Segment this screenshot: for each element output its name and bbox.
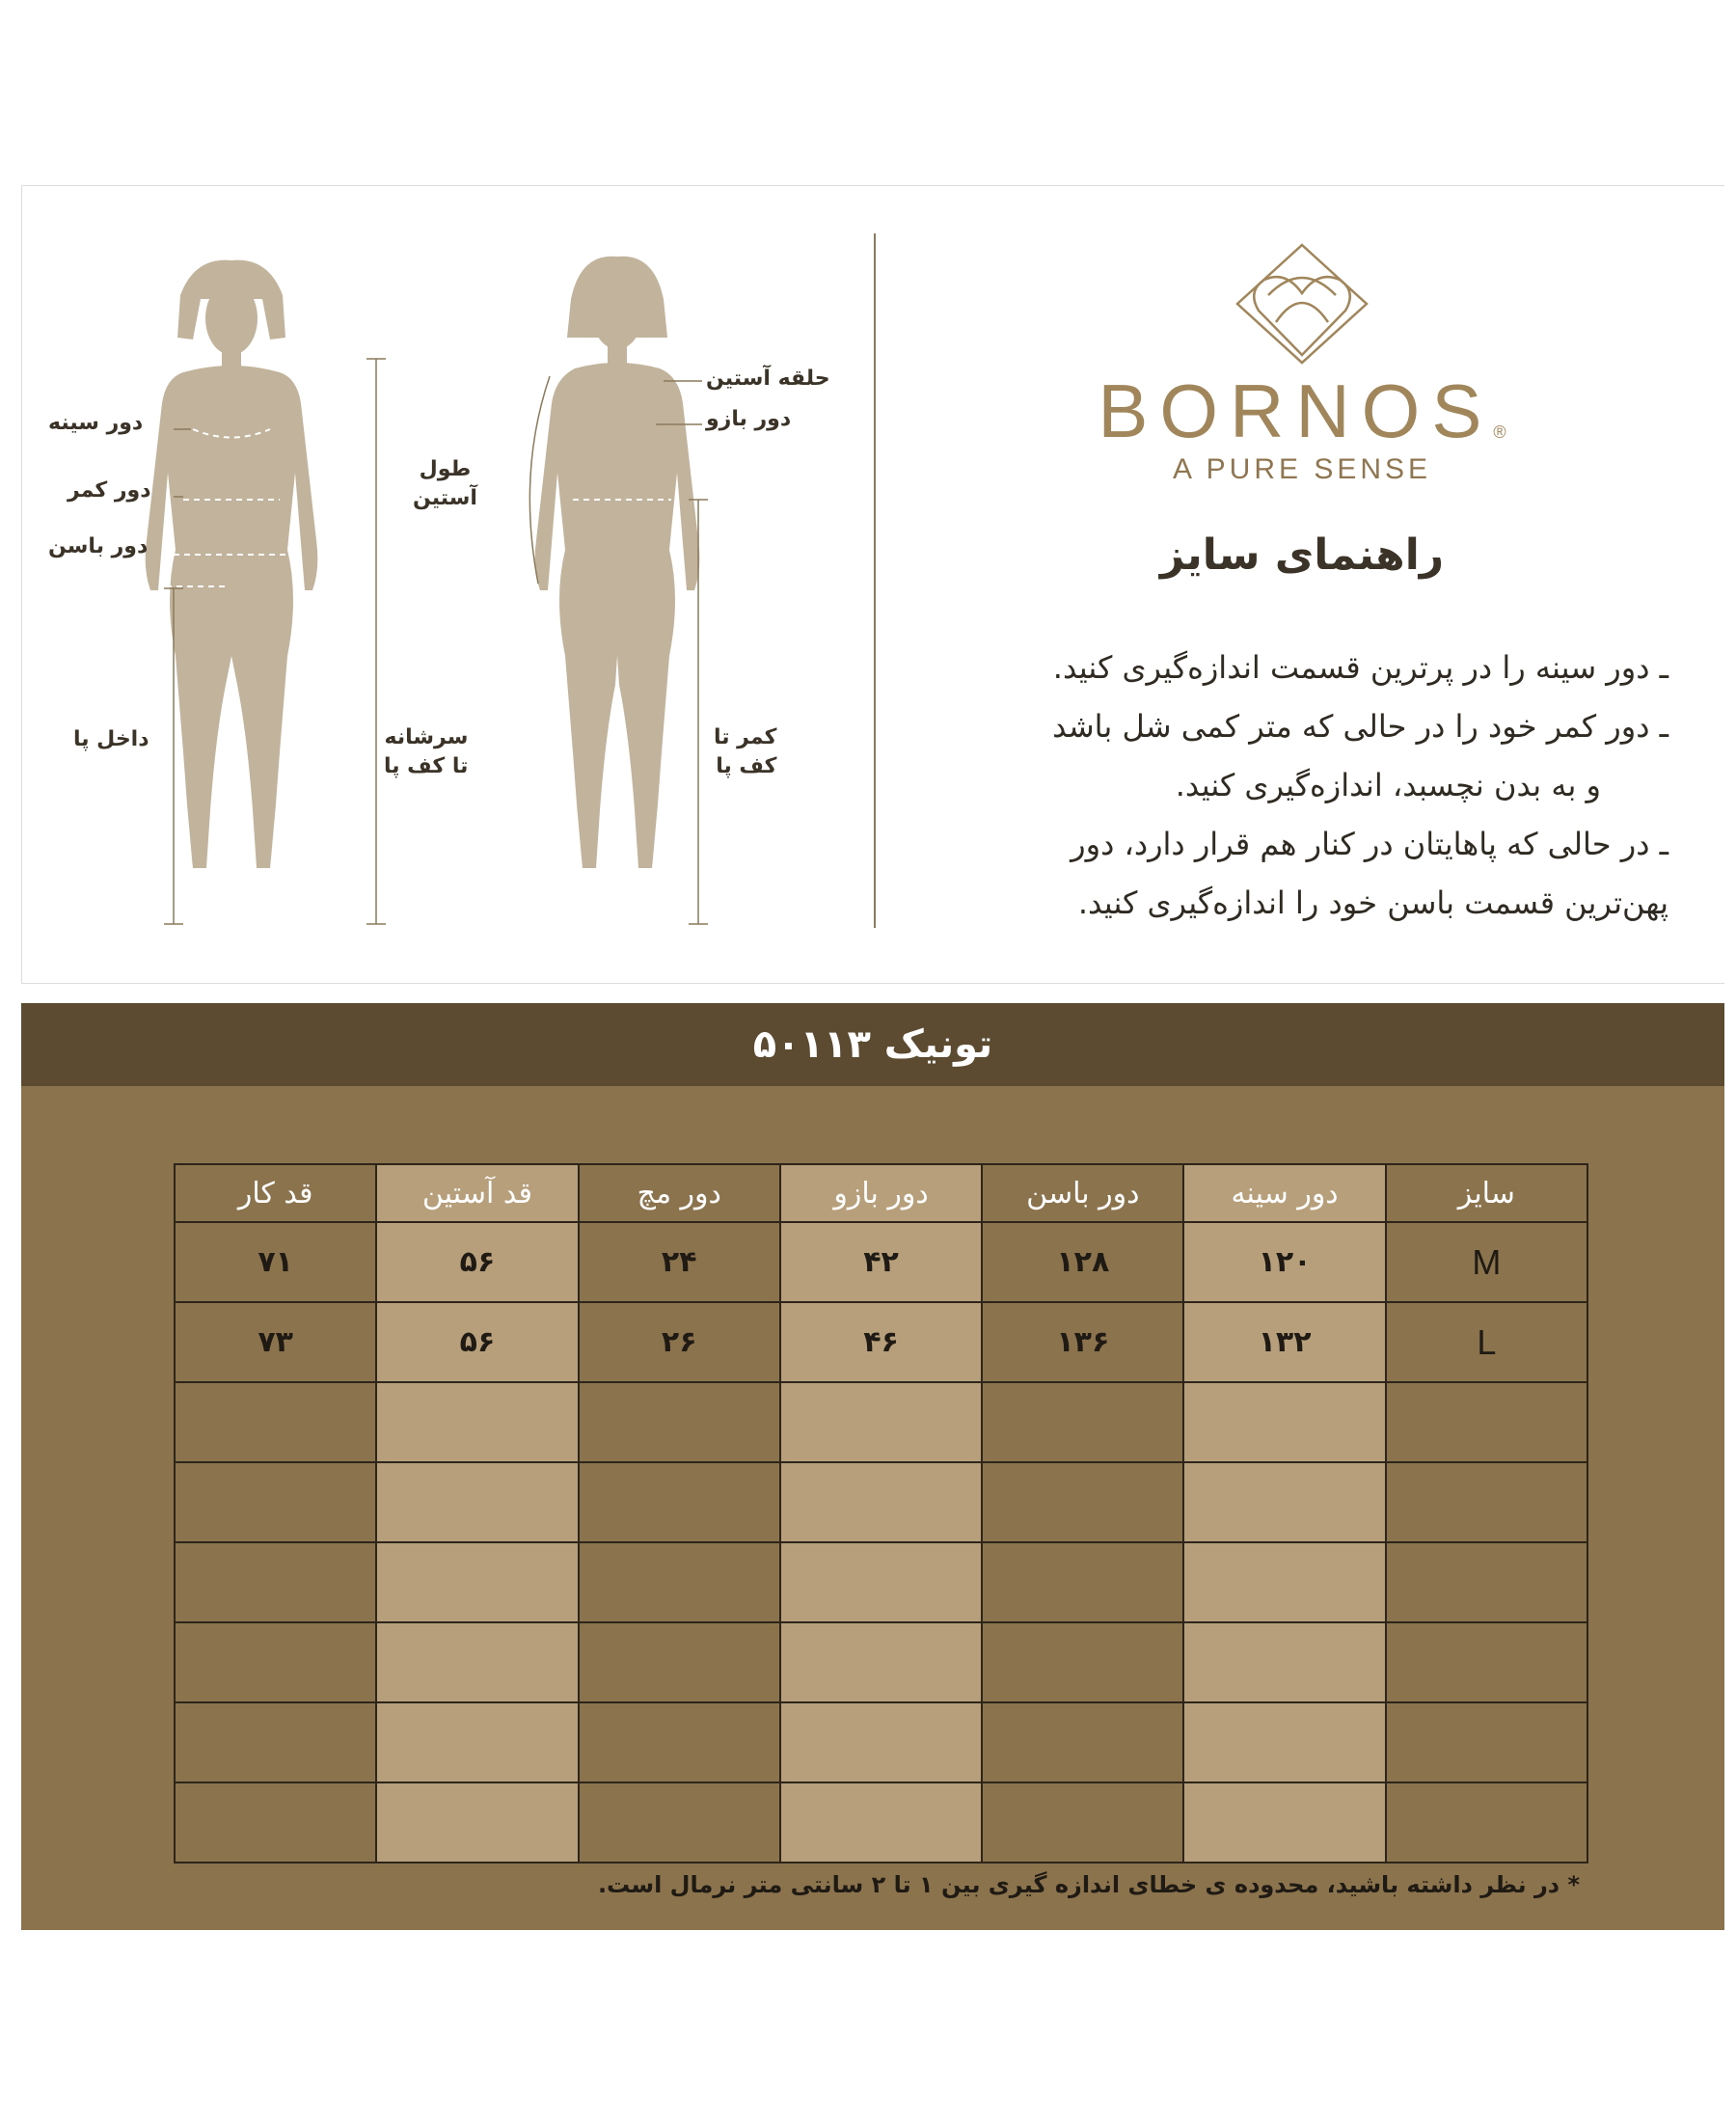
table-cell: [376, 1462, 578, 1542]
size-table-panel: [21, 1003, 1724, 1930]
table-row: [175, 1782, 1587, 1863]
table-cell: [376, 1622, 578, 1702]
size-cell: [1386, 1702, 1587, 1782]
table-cell: ۱۳۶: [982, 1302, 1183, 1382]
product-title: تونیک ۵۰۱۱۳: [21, 1003, 1724, 1086]
size-guide-title: راهنمای سایز: [1159, 530, 1445, 580]
table-cell: [376, 1702, 578, 1782]
table-cell: [982, 1622, 1183, 1702]
column-header: دور مچ: [579, 1164, 780, 1222]
label-inseam: داخل پا: [73, 727, 149, 751]
column-header: دور باسن: [982, 1164, 1183, 1222]
label-chest: دور سینه: [48, 411, 144, 435]
table-cell: [982, 1382, 1183, 1462]
instruction-line: ـ دور کمر خود را در حالی که متر کمی شل باشد: [1052, 708, 1668, 745]
size-cell: [1386, 1542, 1587, 1622]
table-cell: [579, 1462, 780, 1542]
instruction-line: ـ در حالی که پاهایتان در کنار هم قرار دارد، دور: [1071, 826, 1668, 862]
body-figures-illustration: [39, 231, 868, 945]
table-row: [175, 1462, 1587, 1542]
table-cell: [579, 1622, 780, 1702]
table-cell: [376, 1782, 578, 1863]
brand-name: [1061, 368, 1543, 453]
table-cell: [175, 1702, 376, 1782]
table-cell: ۲۴: [579, 1222, 780, 1302]
table-row: [175, 1622, 1587, 1702]
brand-block: [1061, 241, 1543, 486]
label-upper-arm: دور بازو: [706, 407, 792, 431]
table-cell: [1183, 1382, 1385, 1462]
table-cell: [982, 1702, 1183, 1782]
table-cell: [376, 1382, 578, 1462]
measurement-figures: [39, 231, 868, 945]
table-cell: [1183, 1702, 1385, 1782]
size-guide-instructions: [878, 639, 1668, 933]
brand-tagline: A PURE SENSE: [1172, 453, 1432, 485]
table-cell: ۱۲۸: [982, 1222, 1183, 1302]
table-cell: [175, 1462, 376, 1542]
table-cell: [780, 1542, 982, 1622]
table-cell: [175, 1622, 376, 1702]
table-cell: [1183, 1542, 1385, 1622]
size-cell: [1386, 1782, 1587, 1863]
size-cell: [1386, 1462, 1587, 1542]
table-cell: [982, 1542, 1183, 1622]
table-cell: [780, 1622, 982, 1702]
table-cell: [1183, 1462, 1385, 1542]
table-cell: [1183, 1782, 1385, 1863]
table-row: [175, 1222, 1587, 1302]
table-cell: [780, 1382, 982, 1462]
table-cell: [1183, 1622, 1385, 1702]
table-cell: [982, 1782, 1183, 1863]
column-header: دور بازو: [780, 1164, 982, 1222]
table-cell: [376, 1542, 578, 1622]
table-header-row: [175, 1164, 1587, 1222]
bornos-logo-icon: [1230, 241, 1374, 367]
size-table: [174, 1163, 1588, 1864]
table-cell: ۷۱: [175, 1222, 376, 1302]
table-cell: ۲۶: [579, 1302, 780, 1382]
registered-mark: ®: [1493, 422, 1506, 442]
measurement-footnote: * در نظر داشته باشید، محدوده ی خطای اندازه گیری بین ۱ تا ۲ سانتی متر نرمال است.: [597, 1871, 1580, 1898]
label-sleeve-length: طول آستین: [413, 457, 477, 510]
table-cell: ۵۶: [376, 1302, 578, 1382]
table-cell: ۱۲۰: [1183, 1222, 1385, 1302]
table-cell: ۴۲: [780, 1222, 982, 1302]
table-row: [175, 1542, 1587, 1622]
table-cell: [579, 1382, 780, 1462]
table-row: [175, 1702, 1587, 1782]
table-cell: [780, 1702, 982, 1782]
column-header: قد کار: [175, 1164, 376, 1222]
table-cell: ۱۳۲: [1183, 1302, 1385, 1382]
size-cell: [1386, 1622, 1587, 1702]
column-header: دور سینه: [1183, 1164, 1385, 1222]
size-cell: L: [1386, 1302, 1587, 1382]
size-cell: M: [1386, 1222, 1587, 1302]
size-cell: [1386, 1382, 1587, 1462]
table-cell: [780, 1782, 982, 1863]
table-row: [175, 1382, 1587, 1462]
column-header: قد آستین: [376, 1164, 578, 1222]
table-cell: [175, 1542, 376, 1622]
table-cell: [579, 1782, 780, 1863]
label-waist-to-floor: کمر تا کف پا: [714, 725, 777, 778]
label-hip: دور باسن: [48, 534, 149, 558]
label-shoulder-to-floor: سرشانه تا کف پا: [384, 725, 469, 778]
table-row: [175, 1302, 1587, 1382]
label-waist: دور کمر: [68, 478, 151, 503]
table-cell: ۵۶: [376, 1222, 578, 1302]
panel-divider: [874, 233, 876, 928]
table-cell: [175, 1382, 376, 1462]
table-cell: [579, 1702, 780, 1782]
instruction-line: و به بدن نچسبد، اندازه‌گیری کنید.: [1175, 767, 1601, 803]
table-cell: ۷۳: [175, 1302, 376, 1382]
instruction-line: پهن‌ترین قسمت باسن خود را اندازه‌گیری کنید.: [1077, 884, 1668, 921]
table-cell: [175, 1782, 376, 1863]
label-armhole: حلقه آستین: [706, 367, 830, 391]
table-cell: [579, 1542, 780, 1622]
table-cell: [780, 1462, 982, 1542]
column-header: سایز: [1386, 1164, 1587, 1222]
table-cell: ۴۶: [780, 1302, 982, 1382]
brand-name-text: BORNOS: [1098, 368, 1494, 453]
instruction-line: ـ دور سینه را در پرترین قسمت اندازه‌گیری کنید.: [1052, 649, 1668, 686]
table-cell: [982, 1462, 1183, 1542]
